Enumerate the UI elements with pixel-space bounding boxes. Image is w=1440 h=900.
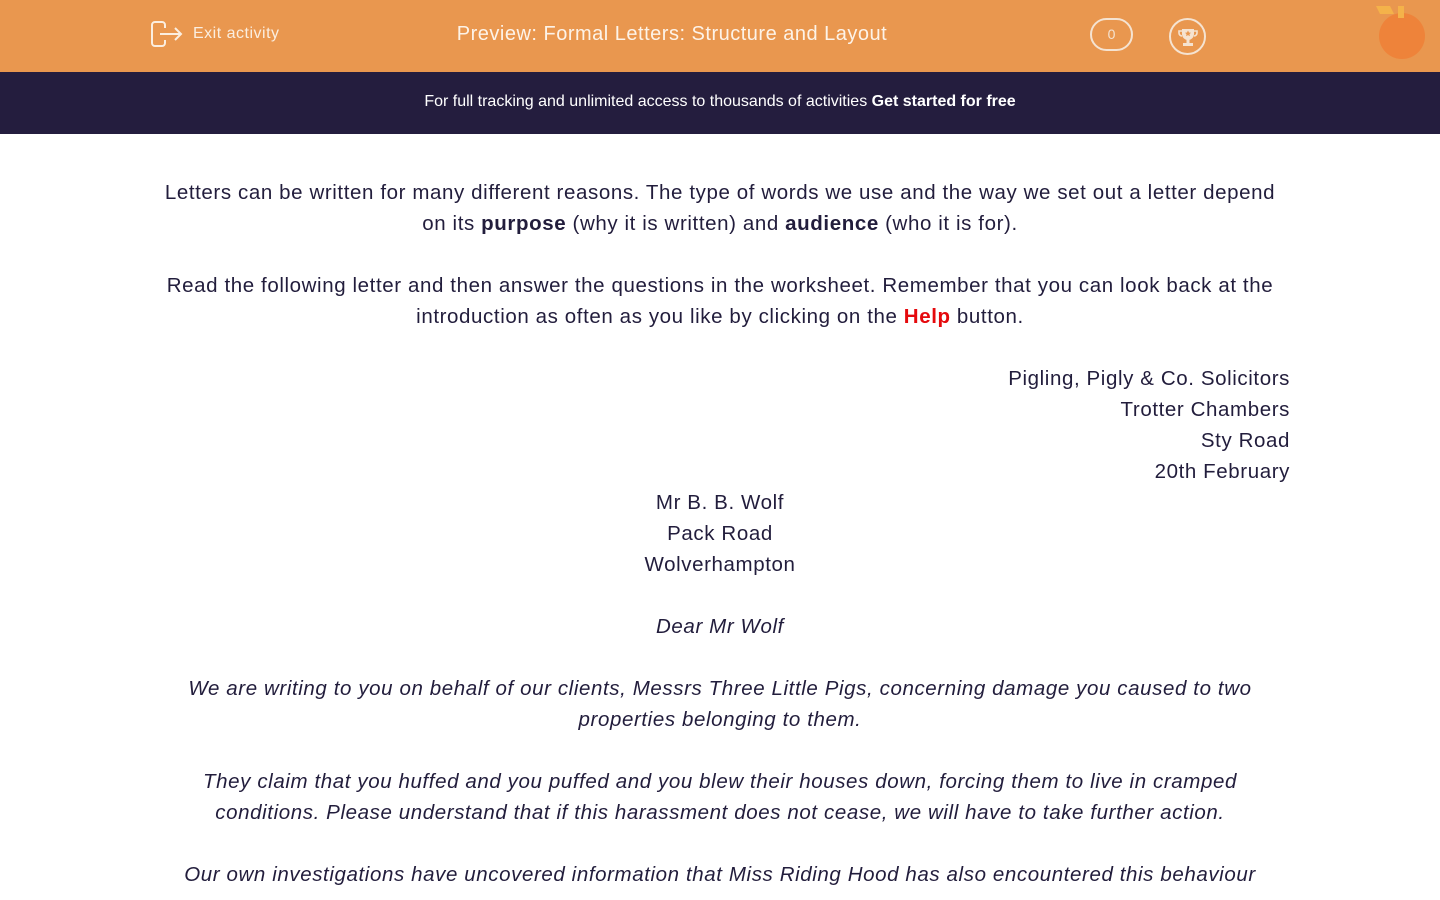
salutation: Dear Mr Wolf <box>656 615 784 638</box>
score-badge: 0 <box>1090 18 1133 51</box>
get-started-link[interactable]: Get started for free <box>871 93 1016 110</box>
signup-banner <box>0 72 1440 134</box>
banner-text: For full tracking and unlimited access to thousands of activities <box>424 93 872 110</box>
instructions-paragraph <box>150 270 1290 332</box>
trophy-button[interactable] <box>1169 18 1206 55</box>
letter-paragraph: We are writing to you on behalf of our clients, Messrs Three Little Pigs, concerning damage you caused to two properties belonging to them. <box>188 677 1252 731</box>
trophy-icon <box>1177 26 1199 48</box>
activity-content <box>150 177 1290 890</box>
exit-activity-label: Exit activity <box>193 25 280 42</box>
address-line: Trotter Chambers <box>1120 398 1290 421</box>
intro-text: Letters can be written for many different reasons. The type of words we use and the way we set out a letter depend on its <box>164 181 1276 235</box>
intro-paragraph <box>150 177 1290 239</box>
help-reference: Help <box>903 305 951 328</box>
logo-icon <box>1376 6 1428 60</box>
address-line: Mr B. B. Wolf <box>655 491 785 514</box>
address-line: Pack Road <box>667 522 773 545</box>
address-line: Pigling, Pigly & Co. Solicitors <box>1008 367 1290 390</box>
intro-text: (why it is written) and <box>566 212 786 235</box>
sender-address <box>150 363 1290 487</box>
audience-term: audience <box>785 212 879 235</box>
letter-paragraph: Our own investigations have uncovered information that Miss Riding Hood has also encountered this behaviour <box>184 863 1256 886</box>
instructions-text: button. <box>950 305 1024 328</box>
intro-text: (who it is for). <box>878 212 1018 235</box>
top-bar <box>0 0 1440 72</box>
instructions-text: Read the following letter and then answer the questions in the worksheet. Remember that you can look back at the introduction as often as you like by clicking on the <box>166 274 1274 328</box>
recipient-address <box>150 487 1290 580</box>
letter-date: 20th February <box>1154 460 1290 483</box>
address-line: Sty Road <box>1200 429 1290 452</box>
page-title: Preview: Formal Letters: Structure and Layout <box>456 23 888 45</box>
letter-paragraph: They claim that you huffed and you puffed and you blew their houses down, forcing them to live in cramped conditions. Please understand that if this harassment does not cease, we will have to take further action. <box>203 770 1237 824</box>
purpose-term: purpose <box>481 212 567 235</box>
address-line: Wolverhampton <box>644 553 796 576</box>
